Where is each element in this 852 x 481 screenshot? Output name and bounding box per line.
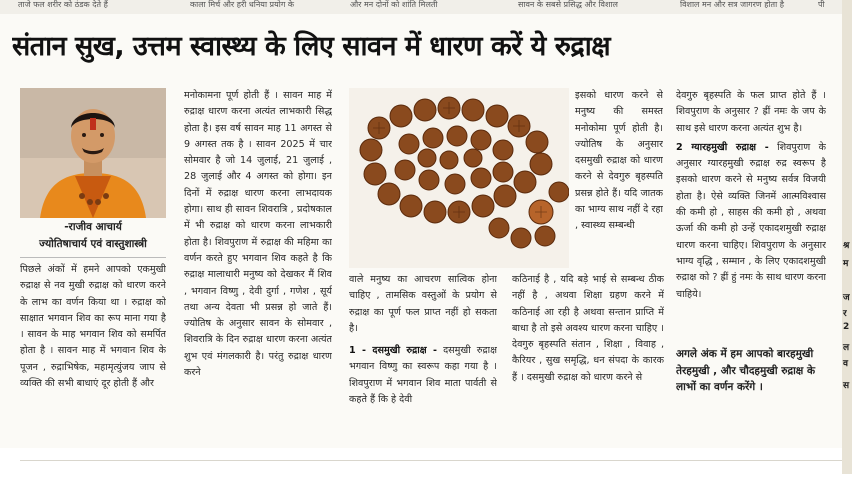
- column-4-top: [575, 88, 663, 266]
- edge-char: श्र: [843, 241, 850, 251]
- next-page-edge: [20, 460, 842, 481]
- column-3-cont: दसमुखी रुद्राक्ष भगवान विष्णु का स्वरूप कहा गया है । शिवपुराण में भगवान शिव माता पार्वती से कहते हैं कि हे देवी: [349, 345, 497, 406]
- strip-text: पी: [818, 0, 825, 9]
- column-3-text: वाले मनुष्य का आचरण सात्विक होना चाहिए , तामसिक वस्तुओं के प्रयोग से रुद्राक्ष का पूर्ण फल प्राप्त नहीं हो सकता है।: [349, 274, 497, 334]
- edge-char: व: [843, 359, 849, 369]
- author-portrait-icon: [20, 88, 166, 218]
- adjacent-article-edge: [842, 0, 852, 474]
- column-4-bottom-text: कठिनाई है , यदि बड़े भाई से सम्बन्ध ठीक नहीं है , अथवा शिक्षा ग्रहण करने में कठिनाई आ रही है अथवा सन्तान प्राप्ति में बाधा है तो इसे अवश्य धारण करना चाहिए । देवगुरु बृहस्पति संतान , शिक्षा , विवाह , कैरियर , सुख समृद्धि, धन संपदा के कारक हैं । दसमुखी रुद्राक्ष को धारण करने से: [512, 274, 664, 383]
- column-4-bottom: [512, 272, 664, 412]
- rudraksha-beads-icon: [349, 88, 569, 268]
- column-2: [184, 88, 332, 413]
- edge-char: ल: [843, 343, 850, 353]
- edge-char: स: [843, 381, 850, 391]
- edge-char: म: [843, 259, 849, 269]
- edge-char: र: [843, 309, 847, 319]
- column-1: [20, 262, 166, 430]
- author-name: -राजीव आचार्य: [64, 221, 122, 233]
- next-issue-note: अगले अंक में हम आपको बारहमुखी तेरहमुखी , और चौदहमुखी रुद्राक्ष के लाभों का वर्णन करेंगे ।: [676, 348, 816, 393]
- strip-text: और मन दोनों को शांति मिलती: [350, 0, 438, 9]
- gyarahmukhi-heading: 2 ग्यारहमुखी रुद्राक्ष -: [676, 141, 769, 153]
- author-title: ज्योतिषाचार्य एवं वास्तुशास्त्री: [39, 238, 147, 250]
- previous-page-strip: [0, 0, 852, 14]
- strip-text: सावन के सबसे प्रसिद्ध और विशाल: [518, 0, 618, 9]
- column-5-cont: शिवपुराण के अनुसार ग्यारहमुखी रुद्राक्ष रुद्र स्वरूप है इसको धारण करने से मनुष्य सर्वत्र विजयी होता है। ऐसे व्यक्ति जिनमें आत्मविश्वास की कमी हो , साहस की कमी हो , अथवा ऊर्जा की कमी हो उन्हें एकादशमुखी रुद्राक्ष धारण करना चाहिए। शिवपुराण के अनुसार भाग्य वृद्धि , सम्मान , के लिए एकादशमुखी रुद्राक्ष को ? ह्रीं हुं नमः के साथ धारण करना चाहिये।: [676, 141, 826, 300]
- rudraksha-mala-image: [349, 88, 569, 268]
- column-2-text: मनोकामना पूर्ण होती हैं । सावन माह में रुद्राक्ष धारण करना अत्यंत लाभकारी सिद्ध होता है। इस वर्ष सावन माह 11 अगस्त से 9 अगस्त तक है । सावन 2025 में चार सोमवार है जो 14 जुलाई, 21 जुलाई , 28 जुलाई और 4 अगस्त को होगा। इन दिनों में रुद्राक्ष धारण करना लाभदायक होगा। साथ ही सावन शिवरात्रि , प्रदोषकाल में भी रुद्राक्ष को धारण करना लाभकारी होता है। शिवपुराण में रुद्राक्ष की महिमा का वर्णन करते हुए भगवान शिव कहते है कि रुद्राक्ष मालाधारी मनुष्य को देखकर मैं शिव , भगवान विष्णु , देवी दुर्गा , गणेश , सूर्य तथा अन्य देवता भी प्रसन्न हो जाते हैं। ज्योतिष के अनुसार सावन के सोमवार , शिवरात्रि के दिन रुद्राक्ष धारण करना अत्यंत शुभ एवं मंगलकारी है। परंतु रुद्राक्ष धारण करने: [184, 90, 332, 379]
- dasmukhi-heading: 1 - दसमुखी रुद्राक्ष -: [349, 345, 437, 357]
- column-1-text: पिछले अंकों में हमने आपको एकमुखी रुद्राक्ष से नव मुखी रुद्राक्ष को धारण करने के लाभ का वर्णन किया था । रुद्राक्ष को साक्षात भगवान शिव का रूप माना गया है । सावन के माह भगवान शिव को समर्पित होता है । सावन माह में भगवान शिव के पूजन , रुद्राभिषेक, महामृत्युंजय जाप से व्यक्ति की सभी बाधाएं दूर होती हैं और: [20, 264, 166, 390]
- column-5-text: देवगुरु बृहस्पति के फल प्राप्त होते हैं । शिवपुराण के अनुसार ? ह्रीं नमः के जप के साथ इसे धारण करना अत्यंत शुभ है।: [676, 90, 826, 134]
- strip-text: काला मिर्च और हरी धनिया प्रयोग के: [190, 0, 295, 9]
- strip-text: विशाल मन और सत्र जागरण होता है: [680, 0, 784, 9]
- edge-char: ज: [843, 293, 850, 303]
- author-caption: [20, 219, 166, 258]
- edge-char: 2: [843, 322, 850, 332]
- author-photo: [20, 88, 166, 218]
- column-4-top-text: इसको धारण करने से मनुष्य की समस्त मनोकोमा पूर्ण होती है। ज्योतिष के अनुसार दसमुखी रुद्राक्ष को धारण करने से देवगुरु बृहस्पति प्रसन्न होते हैं। यदि जातक का भाग्य साथ नहीं दे रहा , स्वास्थ्य सम्बन्धी: [575, 90, 663, 232]
- column-5: [676, 88, 826, 344]
- column-3: [349, 272, 497, 412]
- strip-text: ताजे फल शरीर को ठंडक देते हैं: [18, 0, 108, 9]
- article-headline: संतान सुख, उत्तम स्वास्थ्य के लिए सावन में धारण करें ये रुद्राक्ष: [12, 31, 611, 62]
